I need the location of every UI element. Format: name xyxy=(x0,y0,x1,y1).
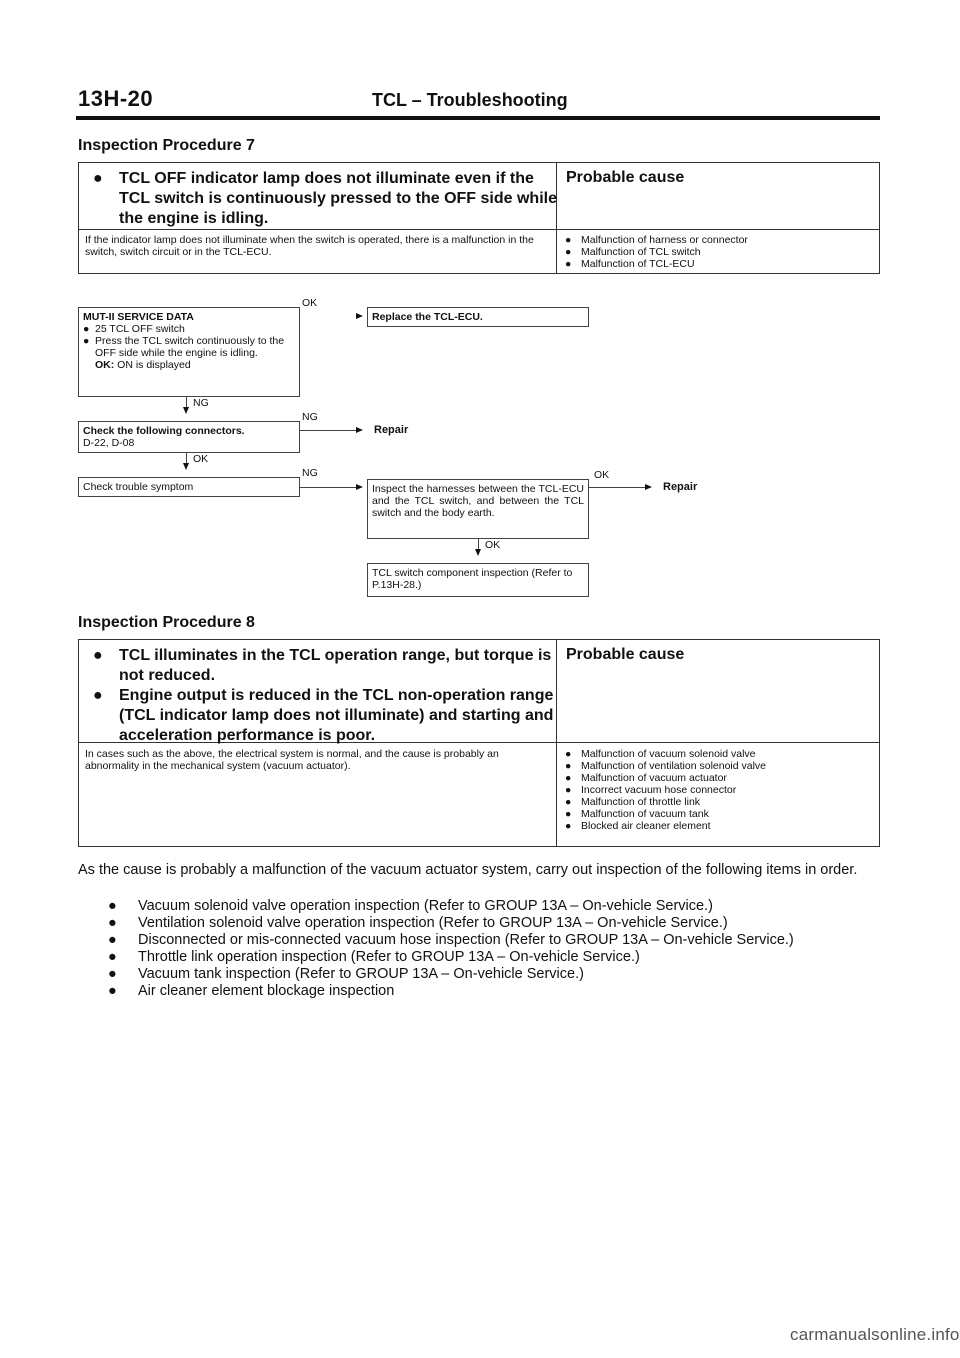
connector-list: D-22, D-08 xyxy=(83,437,135,449)
arrow-right-icon xyxy=(645,484,652,490)
bullet-icon: ● xyxy=(108,966,117,982)
procedure-8-table xyxy=(78,639,880,847)
ok-label: OK xyxy=(193,453,209,465)
watermark: carmanualsonline.info xyxy=(790,1325,960,1344)
procedure-7-table xyxy=(78,162,880,274)
header-rule xyxy=(76,116,880,120)
page-title: TCL – Troubleshooting xyxy=(372,90,568,110)
arrow-down-icon xyxy=(475,549,481,556)
bullet-icon: ● xyxy=(108,915,117,931)
switch-inspection-box: TCL switch component inspection (Refer to P.13H-28.) xyxy=(367,563,589,597)
symptom-text: TCL illuminates in the TCL operation range, but torque is not reduced. xyxy=(119,647,552,684)
bullet-icon: ● xyxy=(108,983,117,999)
probable-cause-label: Probable cause xyxy=(566,646,685,663)
arrow-right-icon xyxy=(356,427,363,433)
connector-line xyxy=(300,430,356,431)
cause-item: ● Malfunction of harness or connector xyxy=(565,234,748,246)
connector-line xyxy=(300,487,356,488)
ng-label: NG xyxy=(302,467,318,479)
procedure-8-title: Inspection Procedure 8 xyxy=(78,614,255,631)
bullet-icon: ● xyxy=(565,796,572,808)
cause-item: ● Malfunction of TCL switch xyxy=(565,246,701,258)
symptom-item xyxy=(93,646,553,686)
bullet-icon: ● xyxy=(565,748,572,760)
probable-cause-label: Probable cause xyxy=(566,169,685,186)
bullet-icon: ● xyxy=(565,784,572,796)
mut-title: MUT-II SERVICE DATA xyxy=(83,311,194,323)
cause-item: ● Malfunction of vacuum actuator xyxy=(565,772,727,784)
connector-line xyxy=(589,487,645,488)
check-connectors-box: Check the following connectors. D-22, D-08 xyxy=(78,421,300,453)
arrow-right-icon xyxy=(356,484,363,490)
list-item: ● Throttle link operation inspection (Refer to GROUP 13A – On-vehicle Service.) xyxy=(108,949,640,965)
list-item: ● Vacuum tank inspection (Refer to GROUP 13A – On-vehicle Service.) xyxy=(108,966,584,982)
cause-item: ● Malfunction of throttle link xyxy=(565,796,701,808)
bullet-icon: ● xyxy=(565,234,572,246)
bullet-icon: ● xyxy=(565,808,572,820)
inspect-harness-box: Inspect the harnesses between the TCL-ECU and the TCL switch, and between the TCL switch and the body earth. xyxy=(367,479,589,539)
bullet-icon: ● xyxy=(108,949,117,965)
page-number: 13H-20 xyxy=(78,86,154,111)
repair-label: Repair xyxy=(374,424,409,436)
ok-label: OK xyxy=(302,297,318,309)
symptom-text: TCL OFF indicator lamp does not illuminate even if the TCL switch is continuously pressed to the OFF side while the engine is idling. xyxy=(119,170,557,227)
cause-item: ● Malfunction of ventilation solenoid valve xyxy=(565,760,767,772)
bullet-icon: ● xyxy=(565,760,572,772)
cause-item: ● Malfunction of vacuum solenoid valve xyxy=(565,748,756,760)
cause-item: ● Incorrect vacuum hose connector xyxy=(565,784,737,796)
bullet-icon: ● xyxy=(83,323,90,335)
bullet-icon: ● xyxy=(565,246,572,258)
cause-item: ● Malfunction of TCL-ECU xyxy=(565,258,695,270)
list-item: ● Vacuum solenoid valve operation inspection (Refer to GROUP 13A – On-vehicle Service.) xyxy=(108,898,713,914)
ng-label: NG xyxy=(193,397,209,409)
bullet-icon: ● xyxy=(565,820,572,832)
procedure-8-causes xyxy=(565,748,766,832)
bullet-icon: ● xyxy=(565,258,572,270)
symptom-item xyxy=(93,686,553,746)
arrow-down-icon xyxy=(183,407,189,414)
symptom-text: Engine output is reduced in the TCL non-operation range (TCL indicator lamp does not illuminate) and starting and acceleration performance is poor. xyxy=(119,687,554,744)
cause-item: ● Blocked air cleaner element xyxy=(565,820,711,832)
inspection-list xyxy=(108,898,794,1000)
arrow-right-icon xyxy=(356,313,363,319)
table-divider xyxy=(79,229,879,230)
arrow-down-icon xyxy=(183,463,189,470)
mut-ok-line: OK: ON is displayed xyxy=(95,359,191,371)
bullet-icon: ● xyxy=(108,932,117,948)
inspection-intro: As the cause is probably a malfunction of the vacuum actuator system, carry out inspection of the following items in order. xyxy=(78,862,858,878)
procedure-8-description: In cases such as the above, the electrical system is normal, and the cause is probably an abnormality in the mechanical system (vacuum actuator). xyxy=(85,748,499,772)
ok-label: OK xyxy=(594,469,610,481)
ok-label: OK xyxy=(485,539,501,551)
bullet-icon: ● xyxy=(565,772,572,784)
procedure-7-causes xyxy=(565,234,748,270)
mut-item: ● 25 TCL OFF switch xyxy=(83,323,185,335)
bullet-icon: ● xyxy=(93,170,103,187)
list-item: ● Disconnected or mis-connected vacuum hose inspection (Refer to GROUP 13A – On-vehicle Service.) xyxy=(108,932,794,948)
repair-label: Repair xyxy=(663,481,698,493)
mut-service-data-box xyxy=(78,307,300,397)
list-item: ● Ventilation solenoid valve operation inspection (Refer to GROUP 13A – On-vehicle Service.) xyxy=(108,915,728,931)
symptom-item xyxy=(93,169,557,229)
bullet-icon: ● xyxy=(108,898,117,914)
replace-ecu-box: Replace the TCL-ECU. xyxy=(367,307,589,327)
mut-item: ● Press the TCL switch continuously to the OFF side while the engine is idling. xyxy=(83,335,285,359)
bullet-icon: ● xyxy=(83,335,90,347)
list-item: ● Air cleaner element blockage inspection xyxy=(108,983,395,999)
procedure-7-title: Inspection Procedure 7 xyxy=(78,137,255,154)
procedure-7-description: If the indicator lamp does not illuminate when the switch is operated, there is a malfunction in the switch, switch circuit or in the TCL-ECU. xyxy=(85,234,534,258)
ng-label: NG xyxy=(302,411,318,423)
bullet-icon: ● xyxy=(93,647,103,664)
check-trouble-symptom-box: Check trouble symptom xyxy=(78,477,300,497)
cause-item: ● Malfunction of vacuum tank xyxy=(565,808,709,820)
bullet-icon: ● xyxy=(93,687,103,704)
